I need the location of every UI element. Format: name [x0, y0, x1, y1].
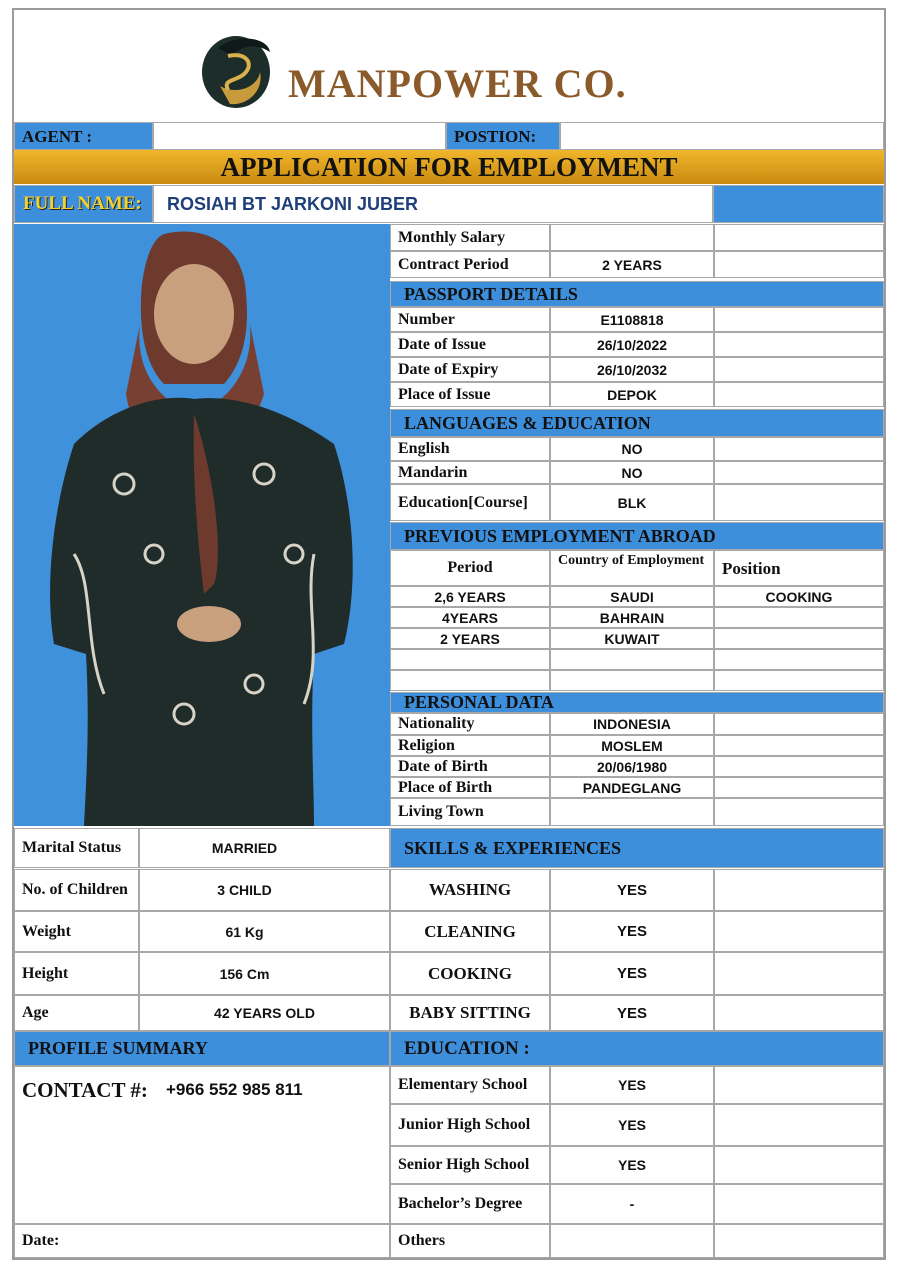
mandarin-label: Mandarin	[390, 461, 550, 484]
english-extra	[714, 437, 884, 461]
employment-row-4-period	[390, 649, 550, 670]
employment-row-1-country: SAUDI	[550, 586, 714, 607]
passport-issue-label: Date of Issue	[390, 332, 550, 357]
living-town-extra	[714, 798, 884, 826]
personal-data-title: PERSONAL DATA	[390, 692, 884, 713]
passport-expiry-value: 26/10/2032	[550, 357, 714, 382]
living-town-value	[550, 798, 714, 826]
monthly-salary-label: Monthly Salary	[390, 224, 550, 251]
senior-high-extra	[714, 1146, 884, 1184]
full-name-value: ROSIAH BT JARKONI JUBER	[153, 185, 713, 223]
passport-expiry-label: Date of Expiry	[390, 357, 550, 382]
education-section-title: EDUCATION :	[390, 1031, 884, 1066]
children-value: 3 CHILD	[139, 869, 390, 911]
skill-cooking-value: YES	[550, 952, 714, 995]
nationality-label: Nationality	[390, 713, 550, 735]
skills-section-title: SKILLS & EXPERIENCES	[390, 828, 884, 868]
employment-row-3-country: KUWAIT	[550, 628, 714, 649]
others-value	[550, 1224, 714, 1258]
company-logo-icon	[198, 26, 276, 110]
employment-row-1-position: COOKING	[714, 586, 884, 607]
skill-cleaning-value: YES	[550, 911, 714, 952]
employment-row-2-period: 4YEARS	[390, 607, 550, 628]
profile-summary-title: PROFILE SUMMARY	[14, 1031, 390, 1066]
contact-value: +966 552 985 811	[166, 1080, 303, 1099]
height-label: Height	[14, 952, 139, 995]
passport-place-value: DEPOK	[550, 382, 714, 407]
english-label: English	[390, 437, 550, 461]
employment-row-3-period: 2 YEARS	[390, 628, 550, 649]
company-name: MANPOWER CO.	[288, 61, 627, 106]
passport-expiry-extra	[714, 357, 884, 382]
education-course-value: BLK	[550, 484, 714, 521]
others-label: Others	[390, 1224, 550, 1258]
skill-cleaning-label: CLEANING	[390, 911, 550, 952]
employment-row-2-position	[714, 607, 884, 628]
english-value: NO	[550, 437, 714, 461]
employment-row-5-position	[714, 670, 884, 691]
full-name-label: FULL NAME:	[14, 185, 153, 223]
place-of-birth-extra	[714, 777, 884, 798]
mandarin-extra	[714, 461, 884, 484]
elementary-extra	[714, 1066, 884, 1104]
skill-washing-label: WASHING	[390, 869, 550, 911]
skill-washing-extra	[714, 869, 884, 911]
languages-section-title: LANGUAGES & EDUCATION	[390, 409, 884, 437]
bachelor-value: -	[550, 1184, 714, 1224]
date-of-birth-label: Date of Birth	[390, 756, 550, 777]
religion-extra	[714, 735, 884, 756]
position-header: Position	[714, 550, 884, 586]
nationality-extra	[714, 713, 884, 735]
employment-row-1-period: 2,6 YEARS	[390, 586, 550, 607]
age-value: 42 YEARS OLD	[139, 995, 390, 1031]
passport-number-value: E1108818	[550, 307, 714, 332]
weight-label: Weight	[14, 911, 139, 952]
weight-value: 61 Kg	[139, 911, 390, 952]
employment-row-3-position	[714, 628, 884, 649]
full-name-extra	[713, 185, 884, 223]
employment-row-4-country	[550, 649, 714, 670]
period-header: Period	[390, 550, 550, 586]
skill-cooking-label: COOKING	[390, 952, 550, 995]
passport-place-label: Place of Issue	[390, 382, 550, 407]
children-label: No. of Children	[14, 869, 139, 911]
education-course-extra	[714, 484, 884, 521]
nationality-value: INDONESIA	[550, 713, 714, 735]
education-course-label: Education[Course]	[390, 484, 550, 521]
skill-baby-sitting-value: YES	[550, 995, 714, 1031]
country-header: Country of Employment	[550, 550, 714, 586]
elementary-value: YES	[550, 1066, 714, 1104]
agent-value	[153, 122, 446, 150]
skill-baby-sitting-extra	[714, 995, 884, 1031]
junior-high-value: YES	[550, 1104, 714, 1146]
contract-period-label: Contract Period	[390, 251, 550, 278]
employment-row-2-country: BAHRAIN	[550, 607, 714, 628]
living-town-label: Living Town	[390, 798, 550, 826]
date-label: Date:	[14, 1224, 390, 1258]
place-of-birth-value: PANDEGLANG	[550, 777, 714, 798]
monthly-salary-extra	[714, 224, 884, 251]
religion-label: Religion	[390, 735, 550, 756]
skill-cooking-extra	[714, 952, 884, 995]
agent-label: AGENT :	[14, 122, 153, 150]
date-of-birth-extra	[714, 756, 884, 777]
employment-row-5-country	[550, 670, 714, 691]
passport-issue-extra	[714, 332, 884, 357]
skill-cleaning-extra	[714, 911, 884, 952]
place-of-birth-label: Place of Birth	[390, 777, 550, 798]
employment-row-5-period	[390, 670, 550, 691]
contract-period-value: 2 YEARS	[550, 251, 714, 278]
date-of-birth-value: 20/06/1980	[550, 756, 714, 777]
header-logo-area	[192, 12, 742, 120]
contract-period-extra	[714, 251, 884, 278]
previous-employment-title: PREVIOUS EMPLOYMENT ABROAD	[390, 522, 884, 550]
skill-baby-sitting-label: BABY SITTING	[390, 995, 550, 1031]
elementary-label: Elementary School	[390, 1066, 550, 1104]
position-value	[560, 122, 884, 150]
passport-place-extra	[714, 382, 884, 407]
skill-washing-value: YES	[550, 869, 714, 911]
marital-status-label: Marital Status	[14, 828, 139, 868]
age-label: Age	[14, 995, 139, 1031]
mandarin-value: NO	[550, 461, 714, 484]
senior-high-value: YES	[550, 1146, 714, 1184]
applicant-photo	[14, 224, 390, 826]
passport-number-label: Number	[390, 307, 550, 332]
monthly-salary-value	[550, 224, 714, 251]
employment-row-4-position	[714, 649, 884, 670]
application-title: APPLICATION FOR EMPLOYMENT	[14, 150, 884, 184]
passport-number-extra	[714, 307, 884, 332]
bachelor-label: Bachelor’s Degree	[390, 1184, 550, 1224]
junior-high-extra	[714, 1104, 884, 1146]
passport-section-title: PASSPORT DETAILS	[390, 281, 884, 307]
bachelor-extra	[714, 1184, 884, 1224]
junior-high-label: Junior High School	[390, 1104, 550, 1146]
others-extra	[714, 1224, 884, 1258]
contact-label: CONTACT #:	[22, 1078, 148, 1102]
marital-status-value: MARRIED	[139, 828, 390, 868]
religion-value: MOSLEM	[550, 735, 714, 756]
passport-issue-value: 26/10/2022	[550, 332, 714, 357]
senior-high-label: Senior High School	[390, 1146, 550, 1184]
position-label: POSTION:	[446, 122, 560, 150]
height-value: 156 Cm	[139, 952, 390, 995]
